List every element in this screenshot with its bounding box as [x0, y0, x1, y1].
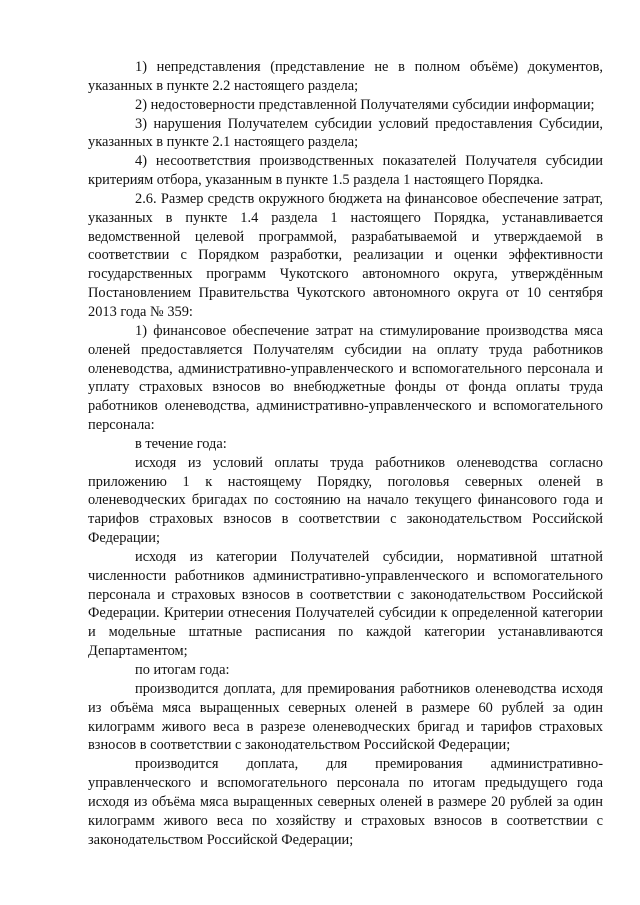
paragraph-item-2: 2) недостоверности представленной Получателями субсидии информации;: [135, 96, 595, 113]
paragraph-based-on-category: исходя из категории Получателей субсидии, нормативной штатной численности работников административно-управленческого и вспомогательного персонала и страховых взносов в соответствии с законодательством Российской Федерации. Критерии отнесения Получателей субсидии к определенной категории и модельные штатные расписания по каждой категории устанавливаются Департаментом;: [88, 548, 603, 660]
paragraph-during-year: в течение года:: [135, 435, 227, 452]
paragraph-year-end: по итогам года:: [135, 662, 230, 678]
paragraph-item-3: 3) нарушения Получателем субсидии условий предоставления Субсидии, указанных в пункте 2.1 настоящего раздела;: [88, 115, 603, 151]
paragraph-section-2-6: 2.6. Размер средств окружного бюджета на финансовое обеспечение затрат, указанных в пункте 1.4 раздела 1 настоящего Порядка, устанавливается ведомственной целевой программой, разрабатываемой и утверждаемой в соответствии с Порядком разработки, реализации и оценки эффективности государственных программ Чукотского автономного округа, утверждённым Постановлением Правительства Чукотского автономного округа от 10 сентября 2013 года № 359:: [88, 190, 603, 320]
paragraph-item-4: 4) несоответствия производственных показателей Получателя субсидии критериям отбора, указанным в пункте 1.5 раздела 1 настоящего Порядка.: [88, 153, 603, 189]
document-page: [88, 58, 603, 849]
paragraph-bonus-herders: производится доплата, для премирования работников оленеводства исходя из объёма мяса выращенных северных оленей в размере 60 рублей за один килограмм живого веса в разрезе оленеводческих бригад и тарифов страховых взносов в соответствии с законодательством Российской Федерации;: [88, 680, 603, 754]
paragraph-subitem-1: 1) финансовое обеспечение затрат на стимулирование производства мяса оленей предоставляется Получателям субсидии на оплату труда работников оленеводства, административно-управленческого и вспомогательного персонала и уплату страховых взносов во внебюджетные фонды от фонда оплаты труда работников оленеводства, административно-управленческого и вспомогательного персонала:: [88, 322, 603, 434]
paragraph-bonus-admin: производится доплата, для премирования административно-управленческого и вспомогательного персонала по итогам предыдущего года исходя из объёма мяса выращенных северных оленей в размере 20 рублей за один килограмм живого веса по хозяйству и страховых взносов в соответствии с законодательством Российской Федерации;: [88, 756, 603, 848]
paragraph-based-on-wages: исходя из условий оплаты труда работников оленеводства согласно приложению 1 к настоящему Порядку, поголовья северных оленей в оленеводческих бригадах по состоянию на начало текущего финансового года и тарифов страховых взносов в соответствии с законодательством Российской Федерации;: [88, 454, 603, 547]
paragraph-item-1: 1) непредставления (представление не в полном объёме) документов, указанных в пункте 2.2 настоящего раздела;: [88, 59, 603, 94]
